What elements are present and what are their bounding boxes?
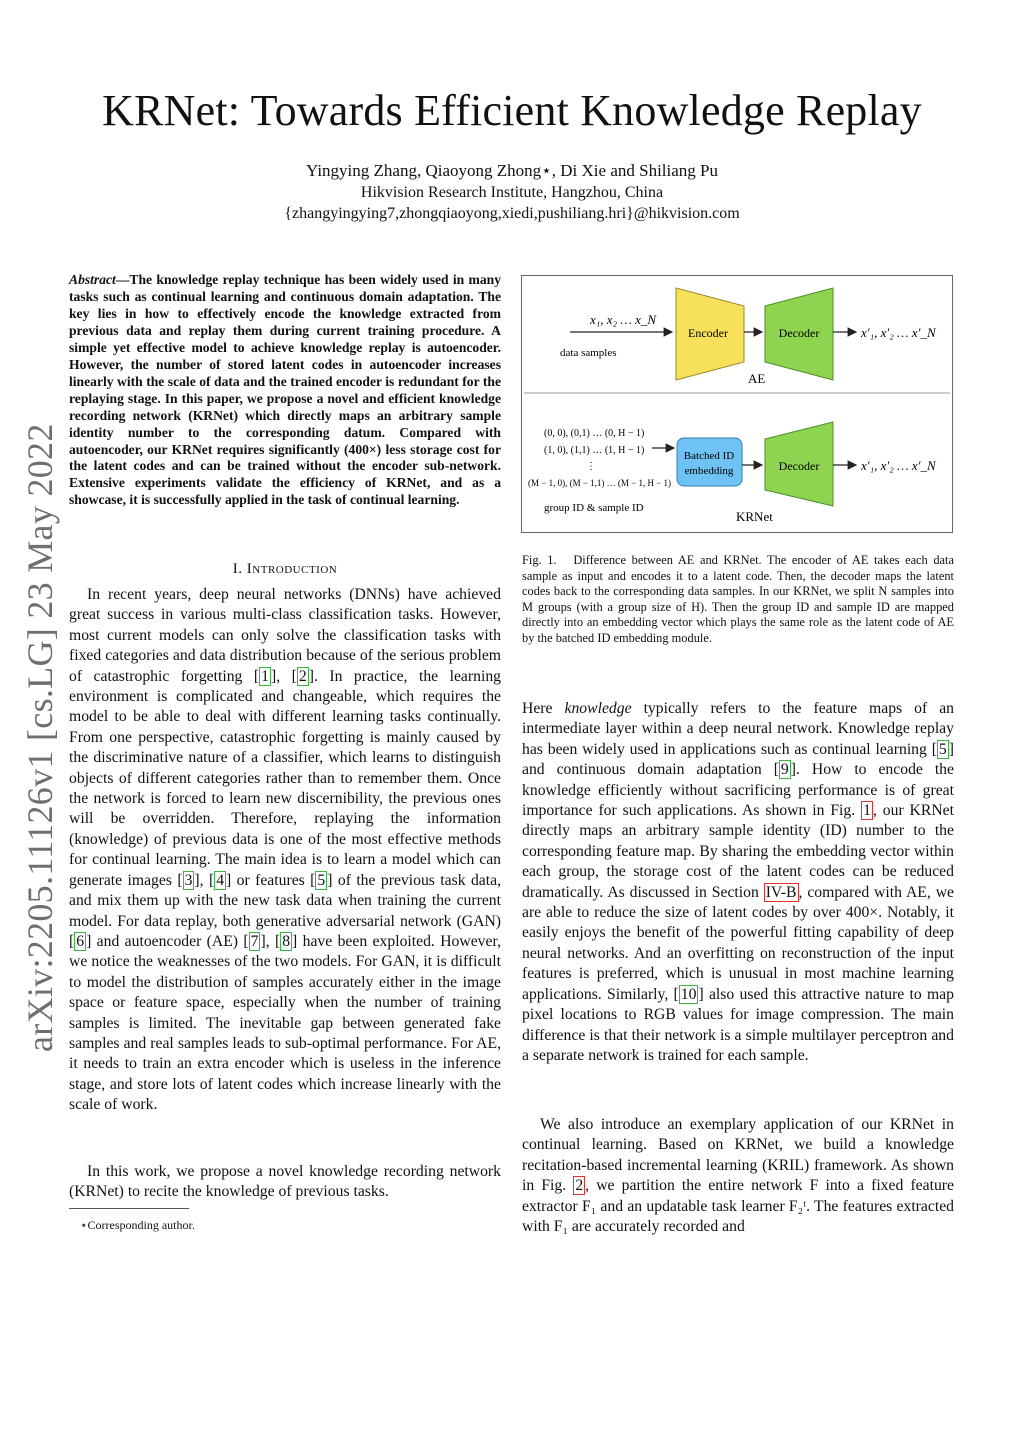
ae-decoder-label: Decoder [778,326,820,340]
ae-input-sub: data samples [560,347,617,359]
figure-1 [521,275,953,533]
section-heading-introduction [69,561,501,578]
body-text: We also introduce an exemplary application of our KRNet in continual learning. Based on KRNet, we build a knowledge recitation-based incremental learning (KRIL) framework. As shown in Fig. [522,1116,954,1195]
ae-output-label: x′₁, x′₂ … x′_N [861,325,936,340]
section-number: I. [232,561,243,577]
krnet-input-sub: group ID & sample ID [544,502,644,514]
krnet-decoder-label: Decoder [778,459,820,473]
figure-reference-link[interactable]: 2 [575,1177,584,1195]
citation-link[interactable]: 1 [261,667,269,685]
right-paragraph-1: Here knowledge typically refers to the feature maps of an intermediate layer within a deep neural network. Knowledge replay has been widely used in applications such as continual learning [ 5 ] and continuous domain adaptation [ 9 ]. How to encode the knowledge efficiently without sacrificing performance is of great importance for such applications. As shown in Fig. 1 , our KRNet directly maps an arbitrary sample identity (ID) number to the corresponding feature map. By sharing the embedding vector within each group, the storage cost of the latent codes can be reduced dramatically. As discussed in Section IV-B , compared with AE, we are able to reduce the size of latent codes by over 400×. Notably, it easily enjoys the benefit of the powerful fitting capability of deep neural networks. And an overfitting on reconstruction of the input features is preferred, which is unusual in most machine learning applications. Similarly, [ 10 ] also used this attractive nature to map pixel locations to RGB values for image compression. The main difference is that their network is a simple multilayer perceptron and a separate network is trained for each sample. [522,700,955,1064]
id-row-last: (M − 1, 0), (M − 1,1) … (M − 1, H − 1) [528,478,672,488]
abstract [69,272,501,509]
body-text: also used this attractive nature to map pixel locations to RGB values for image compression. The main difference is that their network is a simple multilayer perceptron and a separate network is trained for each sample. [522,985,954,1064]
intro-paragraph-2: In this work, we propose a novel knowledge recording network (KRNet) to recite the knowledge of previous tasks. [69,1163,501,1201]
section-reference-link[interactable]: IV-B [765,883,797,901]
figure-caption [522,553,954,647]
paper-title: KRNet: Towards Efficient Knowledge Replay [102,86,922,135]
abstract-text: —The knowledge replay technique has been widely used in many tasks such as continual learning and continuous domain adaptation. The key lies in how to effectively encode the knowledge extracted from previous data and replay them during current training procedure. A simple yet effective model to achieve knowledge replay is autoencoder. However, the number of stored latent codes in autoencoder increases linearly with the scale of data and the trained encoder is redundant for the replaying stage. In this paper, we propose a novel and efficient knowledge recording network (KRNet) which directly maps an arbitrary sample identity number to the corresponding datum. Compared with autoencoder, our KRNet requires significantly (400×) less storage cost for the latent codes and can be trained without the encoder sub-network. Extensive experiments validate the efficiency of KRNet, and as a showcase, it is successfully applied in the task of continual learning. [69,272,501,508]
affiliation: Hikvision Research Institute, Hangzhou, China [360,184,664,201]
intro-text: and autoencoder (AE) [91,932,244,950]
text-separator: , [199,871,209,889]
citation-link[interactable]: 10 [680,985,697,1003]
citation-link[interactable]: 8 [282,932,291,950]
section-title: Introduction [246,561,338,577]
encoder-label: Encoder [688,326,728,340]
caption-label: Fig. 1. [522,553,557,567]
id-row-dots: ⋮ [586,461,596,472]
body-text: , our KRNet directly maps an arbitrary sample identity (ID) number to the corresponding feature map. By sharing the embedding vector within each group, the storage cost of the latent codes can be reduced dramatically. As discussed in Section [522,802,955,901]
citation-link[interactable]: 5 [938,740,947,758]
body-text: Here [522,700,565,717]
figure-reference-link[interactable]: 1 [863,802,871,820]
citation-link[interactable]: 7 [250,932,259,950]
ae-name-label: AE [748,371,766,386]
abstract-label: Abstract [69,272,116,287]
krnet-output-label: x′₁, x′₂ … x′_N [861,458,936,473]
text-separator: , [265,932,275,950]
right-paragraph-2 [522,1115,954,1237]
citation-link[interactable]: 4 [216,871,225,889]
intro-paragraph-1: In recent years, deep neural networks (DNNs) have achieved great success in various multi-class classification tasks. However, most current models can only solve the classification tasks with fixed categories and data distribution because of the serious problem of catastrophic forgetting [ 1 ], [ 2 ]. In practice, the learning environment is complicated and changeable, which requires the model to be able to deal with different learning tasks continually. From one perspective, catastrophic forgetting is mainly caused by the discriminative nature of a classifier, which learns to distinguish objects of different categories rather than to remember them. Once the network is forced to learn new discernibility, the previous ones will be overridden. Therefore, replaying the information (knowledge) of previous data is one of the most effective methods for continual learning. The main idea is to learn a model which can generate images [ 3 ], [ 4 ] or features [ 5 ] of the previous task data, and mix them up with the new task data when training the current model. For data replay, both generative adversarial network (GAN) [ 6 ] and autoencoder (AE) [ 7 ], [ 8 ] have been exploited. However, we notice the weaknesses of the two models. For GAN, it is difficult to model the distribution of samples accurately either in the image space or feature space, especially when the number of training samples is limited. The inevitable gap between generated fake samples and real samples leads to sub-optimal performance. For AE, it needs to train an extra encoder which is useless in the inference stage, and store lots of latent codes which increase linearly with the scale of work. [69,586,502,1114]
embedding-label-line2: embedding [684,465,734,477]
intro-text: . In practice, the learning environment is complicated and changeable, which requires the model to be able to deal with different learning tasks continually. From one perspective, catastrophic forgetting is mainly caused by the discriminative nature of a classifier, which learns to distinguish objects of different categories rather than to remember them. Once the network is forced to learn new discernibility, the previous ones will be overridden. Therefore, replaying the information (knowledge) of previous data is one of the most effective methods for continual learning. The main idea is to learn a model which can generate images [69,667,502,889]
embedding-label-line1: Batched ID [683,450,735,462]
author-emails: {zhangyingying7,zhongqiaoyong,xiedi,pushiliang.hri}@hikvision.com [284,205,740,222]
id-row-1: (1, 0), (1,1) … (1, H − 1) [544,445,645,456]
citation-link[interactable]: 5 [317,871,326,889]
citation-link[interactable]: 6 [76,932,85,950]
body-text: and continuous domain adaptation [522,761,774,779]
intro-text: or features [231,871,311,889]
footnote-rule [69,1208,189,1209]
krnet-name-label: KRNet [736,509,773,524]
intro-text: In recent years, deep neural networks (DNNs) have achieved great success in various multi-class classification tasks. However, most current models can only solve the classification tasks with fixed categories and data distribution because of the serious problem of catastrophic forgetting [69,586,501,685]
id-row-0: (0, 0), (0,1) … (0, H − 1) [544,428,645,439]
intro-text: of the previous task data, and mix them up with the new task data when training the current model. For data replay, both generative adversarial network (GAN) [69,871,502,930]
intro-text: have been exploited. However, we notice the weaknesses of the two models. For GAN, it is difficult to model the distribution of samples accurately either in the image space or feature space, especially when the number of training samples is limited. The inevitable gap between generated fake samples and real samples leads to sub-optimal performance. For AE, it needs to train an extra encoder which is useless in the inference stage, and store lots of latent codes which increase linearly with the scale of work. [69,932,501,1114]
arxiv-identifier: arXiv:2205.11126v1 [cs.LG] 23 May 2022 [20,423,60,1052]
body-text: . How to encode the knowledge efficiently without sacrificing performance is of great importance for such applications. As shown in Fig. [522,761,954,820]
footnote: ⋆Corresponding author. [80,1218,195,1232]
caption-text: Difference between AE and KRNet. The encoder of AE takes each data sample as input and encodes it to a latent code. Then, the decoder maps the latent codes back to the corresponding data samples. In our KRNet, we split N samples into M groups (with a group size of H). Then the group ID and sample ID are mapped directly into an embedding vector which plays the same role as the latent code of AE by the batched ID embedding module. [522,553,954,645]
text-separator: , [276,667,292,685]
body-text: , compared with AE, we are able to reduce the size of latent codes by over 400×. Notably, it easily enjoys the benefit of the powerful fitting capability of deep neural networks. And an overfitting on reconstruction of the input features is preferred, which is unusual in most machine learning applications. Similarly, [522,883,954,1003]
citation-link[interactable]: 2 [298,667,307,685]
citation-link[interactable]: 3 [184,871,193,889]
emphasis-knowledge: knowledge [564,700,632,717]
ae-input-label: x₁, x₂ … x_N [590,312,657,327]
citation-link[interactable]: 9 [780,761,789,779]
body-text: typically refers to the feature maps of an intermediate layer within a deep neural network. Knowledge replay has been widely used in applications such as continual learning [522,700,954,758]
batched-id-embedding-block [677,438,742,486]
body-text: , we partition the entire network F into a fixed feature extractor F₁ and an updatable task learner F₂ᵗ. The features extracted with F₁ are accurately recorded and [522,1177,954,1236]
figure-diagram [522,276,952,532]
authors: Yingying Zhang, Qiaoyong Zhong⋆, Di Xie and Shiliang Pu [305,161,718,180]
